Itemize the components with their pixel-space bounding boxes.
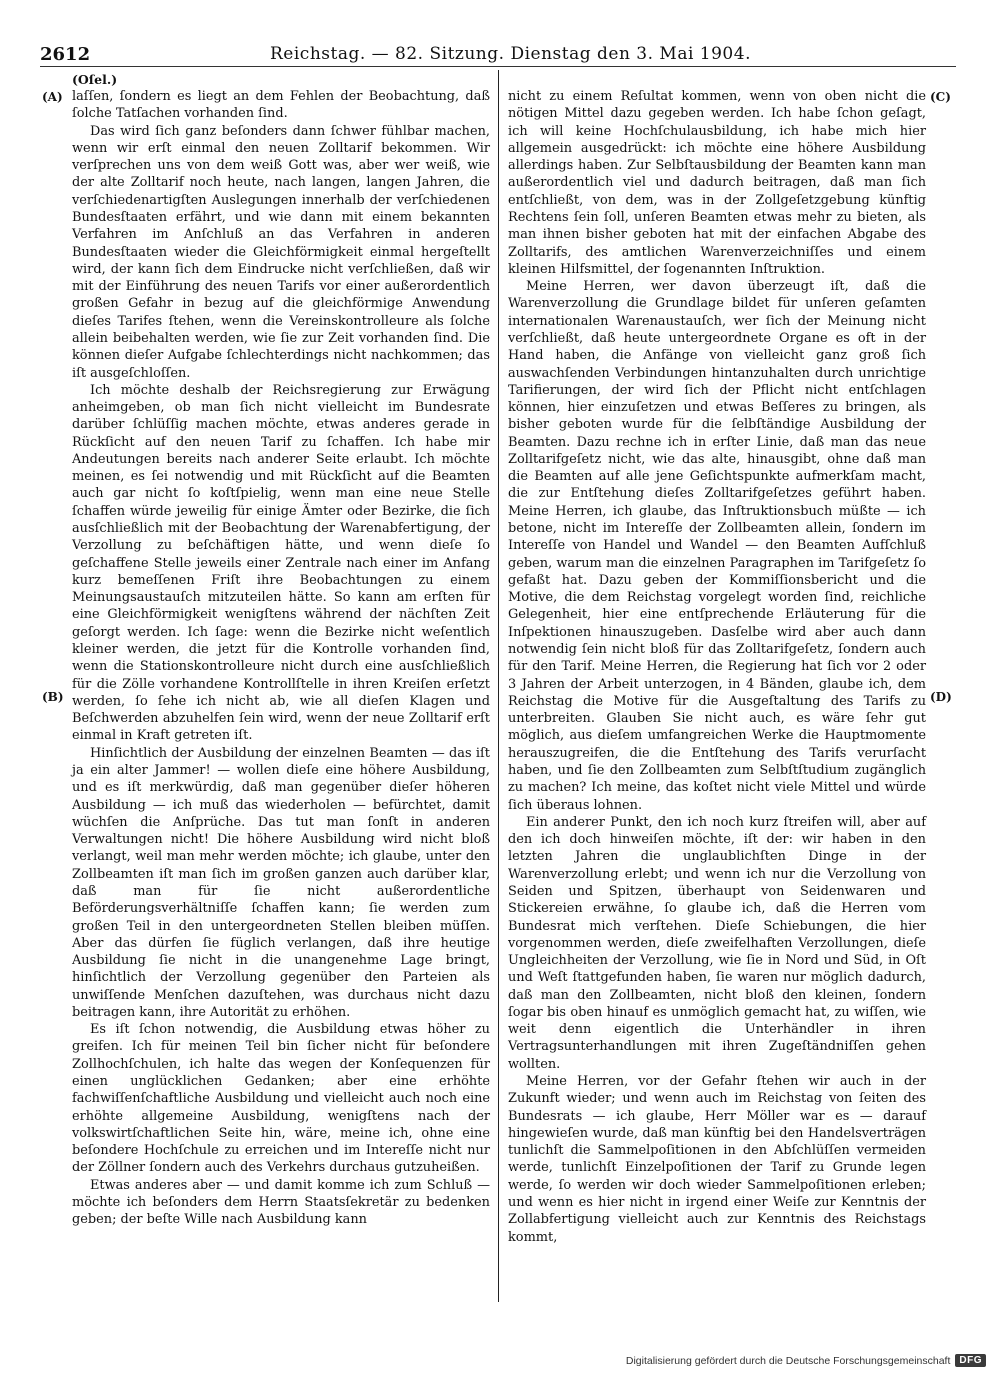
footer-text: Digitalisierung gefördert durch die Deutsche Forschungsgemeinschaft (625, 1354, 951, 1367)
paragraph: Hinſichtlich der Ausbildung der einzelnen Beamten — das iſt ja ein alter Jammer! — wollen dieſe eine höhere Ausbildung, und es iſt merkwürdig, daß man gegenüber dieſer höheren Ausbildung — ich muß das wiederholen — befürchtet, damit wüchſen die Anſprüche. Das tut man ſonſt in anderen Verwaltungen nicht! Die höhere Ausbildung wird nicht bloß verlangt, weil man mehr werden möchte; ich glaube, unter den Zollbeamten iſt man ſich im großen ganzen auch darüber klar, daß man für ſie nicht außerordentliche Beförderungsverhältniſſe ſchaffen kann; ſie werden zum großen Teil in den untergeordneten Stellen bleiben müſſen. Aber das dürfen ſie füglich verlangen, daß ihre heutige Ausbildung ſie nicht in die unangenehme Lage bringt, hinſichtlich der Verzollung gegenüber den Parteien als unwiſſende Menſchen dazuſtehen, was durchaus nicht dazu beitragen kann, ihre Autorität zu erhöhen. (72, 745, 490, 1020)
paragraph: Ich möchte deshalb der Reichsregierung zur Erwägung anheimgeben, ob man ſich nicht vielleicht im Bundesrate darüber ſchlüſſig machen möchte, etwas anderes gerade in Rückſicht auf den neuen Tarif zu ſchaffen. Ich habe mir Andeutungen bereits nach anderer Seite erlaubt. Ich möchte meinen, es ſei notwendig und mit Rückſicht auf die Beamten auch gar nicht ſo koſtſpielig, wenn man eine neue Stelle ſchaffen würde jeweilig für einige Ämter oder Bezirke, die ſich ausſchließlich mit der Beobachtung der Warenabfertigung, der Verzollung zu beſchäftigen hätte, und wenn dieſe ſo geſchaffene Stelle jeweils einer Zentrale nach einer im Anfang kurz bemeſſenen Friſt ihre Beobachtungen zu einem Meinungsaustauſch mitzuteilen hätte. So kann am erſten für eine Gleichförmigkeit wenigſtens während der nächſten Zeit geſorgt werden. Ich ſage: wenn die Bezirke nicht weſentlich kleiner werden, die jetzt für die Kontrolle vorhanden ſind, wenn die Stationskontrolleure nicht durch eine ausſchließlich für die Zölle vorhandene Kontrollſtelle in ihren Kreiſen erſetzt werden, ſo ſehe ich nicht ab, wie all dieſen Klagen und Beſchwerden abzuhelfen ſein wird, wenn der neue Zolltarif erſt einmal in Kraft getreten iſt. (72, 382, 490, 744)
margin-marker-a: (A) (42, 90, 63, 104)
page-number: 2612 (40, 44, 91, 65)
margin-marker-c: (C) (930, 90, 951, 104)
speaker-name: (Oſel.) (72, 72, 118, 87)
column-divider (498, 70, 499, 1302)
paragraph: Ein anderer Punkt, den ich noch kurz ſtreifen will, aber auf den ich doch hinweiſen möchte, iſt der: wir haben in den letzten Jahren die unglaublichſten Dinge in der Warenverzollung erlebt; und wenn ich nur die Verzollung von Seiden und Spitzen, überhaupt von Seidenwaren und Stickereien erwähne, ſo glaube ich, daß die Herren vom Bundesrat mich verſtehen. Dieſe Schiebungen, die hier vorgenommen werden, dieſe zweifelhaften Verzollungen, dieſe Ungleichheiten der Verzollung, wie ſie in Nord und Süd, in Oſt und Weſt ſtattgefunden haben, ſie waren nur möglich dadurch, daß man den Zollbeamten, nicht bloß den kleinen, ſondern ſogar bis oben hinauf es unmöglich gemacht hat, zu wiſſen, wie weit denn eigentlich die Unterhändler in ihren Vertragsunterhandlungen mit ihren Zugeſtändniſſen gehen wollten. (508, 814, 926, 1072)
right-column (508, 88, 926, 1246)
running-title: Reichstag. — 82. Sitzung. Dienstag den 3. Mai 1904. (270, 44, 751, 64)
paragraph: Meine Herren, vor der Gefahr ſtehen wir auch in der Zukunft wieder; und wenn auch im Reichstag von ſeiten des Bundesrats — ich glaube, Herr Möller war es — darauf hingewieſen wurde, daß man künftig bei den Handelsverträgen tunlichſt die Sammelpoſitionen in den Abſchlüſſen vermeiden werde, tunlichſt Einzelpoſitionen der Tarif zu Grunde legen werde, ſo werden wir doch wieder Sammelpoſitionen erleben; und wenn es hier nicht in irgend einer Weiſe zur Kenntnis der Zollabfertigung vielleicht auch zur Kenntnis des Reichstags kommt, (508, 1074, 926, 1245)
paragraph: laſſen, ſondern es liegt an dem Fehlen der Beobachtung, daß ſolche Tatſachen vorhanden ſind. (72, 89, 490, 122)
page-header (40, 42, 956, 68)
margin-marker-b: (B) (42, 690, 64, 704)
paragraph: nicht zu einem Reſultat kommen, wenn von oben nicht die nötigen Mittel dazu gegeben werden. Ich habe ſchon geſagt, ich will keine Hochſchulausbildung, ich habe mich hier allgemein ausgedrückt: ich möchte eine höhere Ausbildung allerdings haben. Zur Selbſtausbildung der Beamten kann man außerordentlich viel und dadurch beitragen, daß man ſich entſchließt, von dem, was in der Zollgeſetzgebung künftig Rechtens ſein ſoll, unſeren Beamten etwas mehr zu bieten, als man ihnen bisher geboten hat mit der einfachen Abgabe des Zolltarifs, des amtlichen Warenverzeichniſſes und einem kleinen Hilfsmittel, der ſogenannten Inſtruktion. (508, 89, 926, 277)
header-rule (40, 66, 956, 67)
dfg-logo: DFG (955, 1354, 986, 1367)
paragraph: Etwas anderes aber — und damit komme ich zum Schluß — möchte ich beſonders dem Herrn Staatsſekretär zu bedenken geben; der beſte Wille nach Ausbildung kann (72, 1177, 490, 1228)
margin-marker-d: (D) (930, 690, 952, 704)
paragraph: Es iſt ſchon notwendig, die Ausbildung etwas höher zu greifen. Ich für meinen Teil bin ſicher nicht für beſondere Zollhochſchulen, ich halte das wegen der Konſequenzen für einen unglücklichen Gedanken; aber eine erhöhte fachwiſſenſchaftliche Ausbildung und vielleicht auch noch eine erhöhte allgemeine Ausbildung, wenigſtens nach der volkswirtſchaftlichen Seite hin, wäre, meine ich, ohne eine beſondere Hochſchule zu erreichen und im Intereſſe nicht nur der Zöllner ſondern auch des Verkehrs durchaus gutzuheißen. (72, 1022, 490, 1176)
footer-credit (626, 1354, 986, 1367)
paragraph: Das wird ſich ganz beſonders dann ſchwer fühlbar machen, wenn wir erſt einmal den neuen Zolltarif bekommen. Wir verſprechen uns von dem weiß Gott was, aber wer weiß, wie der alte Zolltarif noch heute, nach langen, langen Jahren, die verſchiedenartigſten Auslegungen innerhalb der verſchiedenen Bundesſtaaten erfährt, und wie dann mit einem bekannten Verfahren im Anſchluß an das Verfahren in anderen Bundesſtaaten wieder die Gleichförmigkeit einmal hergeſtellt wird, der kann ſich dem Eindrucke nicht verſchließen, daß wir mit der Einführung des neuen Tarifs vor einer außerordentlich großen Gefahr in bezug auf die gleichförmige Anwendung dieſes Tarifes ſtehen, wenn die Vereinskontrolleure als ſolche allein beibehalten werden, wie ſie zur Zeit vorhanden ſind. Die können dieſer Aufgabe ſchlechterdings nicht nachkommen; das iſt ausgeſchloſſen. (72, 123, 490, 381)
left-column (72, 88, 490, 1229)
paragraph: Meine Herren, wer davon überzeugt iſt, daß die Warenverzollung die Grundlage bildet für unſeren geſamten internationalen Warenaustauſch, wer ſich der Meinung nicht verſchließt, daß heute untergeordnete Organe es oft in der Hand haben, die Anfänge von vielleicht ganz groß ſich auswachſenden Verbindungen hintanzuhalten durch unrichtige Tarifierungen, der wird ſich der Pflicht nicht entſchlagen können, hier einzuſetzen und etwas Beſſeres zu bringen, als bisher geboten wurde für die ſelbſtändige Ausbildung der Beamten. Dazu rechne ich in erſter Linie, daß man das neue Zolltarifgeſetz nicht, wie das alte, hinausgibt, ohne daß man die Beamten auf alle jene Geſichtspunkte aufmerkſam macht, die zur Entſtehung dieſes Zolltarifgeſetzes geführt haben. Meine Herren, ich glaube, das Inſtruktionsbuch müßte — ich betone, nicht im Intereſſe der Zollbeamten allein, ſondern im Intereſſe von Handel und Wandel — den Beamten Aufſchluß geben, warum man die einzelnen Paragraphen im Tarifgeſetz ſo gefaßt hat. Dazu geben der Kommiſſionsbericht und die Motive, die dem Reichstag vorgelegt worden ſind, reichliche Gelegenheit, hier eine entſprechende Erläuterung für die Inſpektionen hinauszugeben. Dasſelbe wird aber auch dann notwendig ſein nicht bloß für das Zolltarifgeſetz, ſondern auch für den Tarif. Meine Herren, die Regierung hat ſich vor 2 oder 3 Jahren der Arbeit unterzogen, in 4 Bänden, glaube ich, dem Reichstag die Motive für die Ausgeſtaltung des Tarifs zu unterbreiten. Glauben Sie nicht auch, es wäre ſehr gut möglich, aus dieſem umfangreichen Werke die Hauptmomente herauszugreifen, die die Entſtehung des Tarifs verurſacht haben, und ſie den Zollbeamten zum Selbſtſtudium zugänglich zu machen? Ich meine, das koſtet nicht viele Mittel und würde ſich überaus lohnen. (508, 279, 926, 813)
